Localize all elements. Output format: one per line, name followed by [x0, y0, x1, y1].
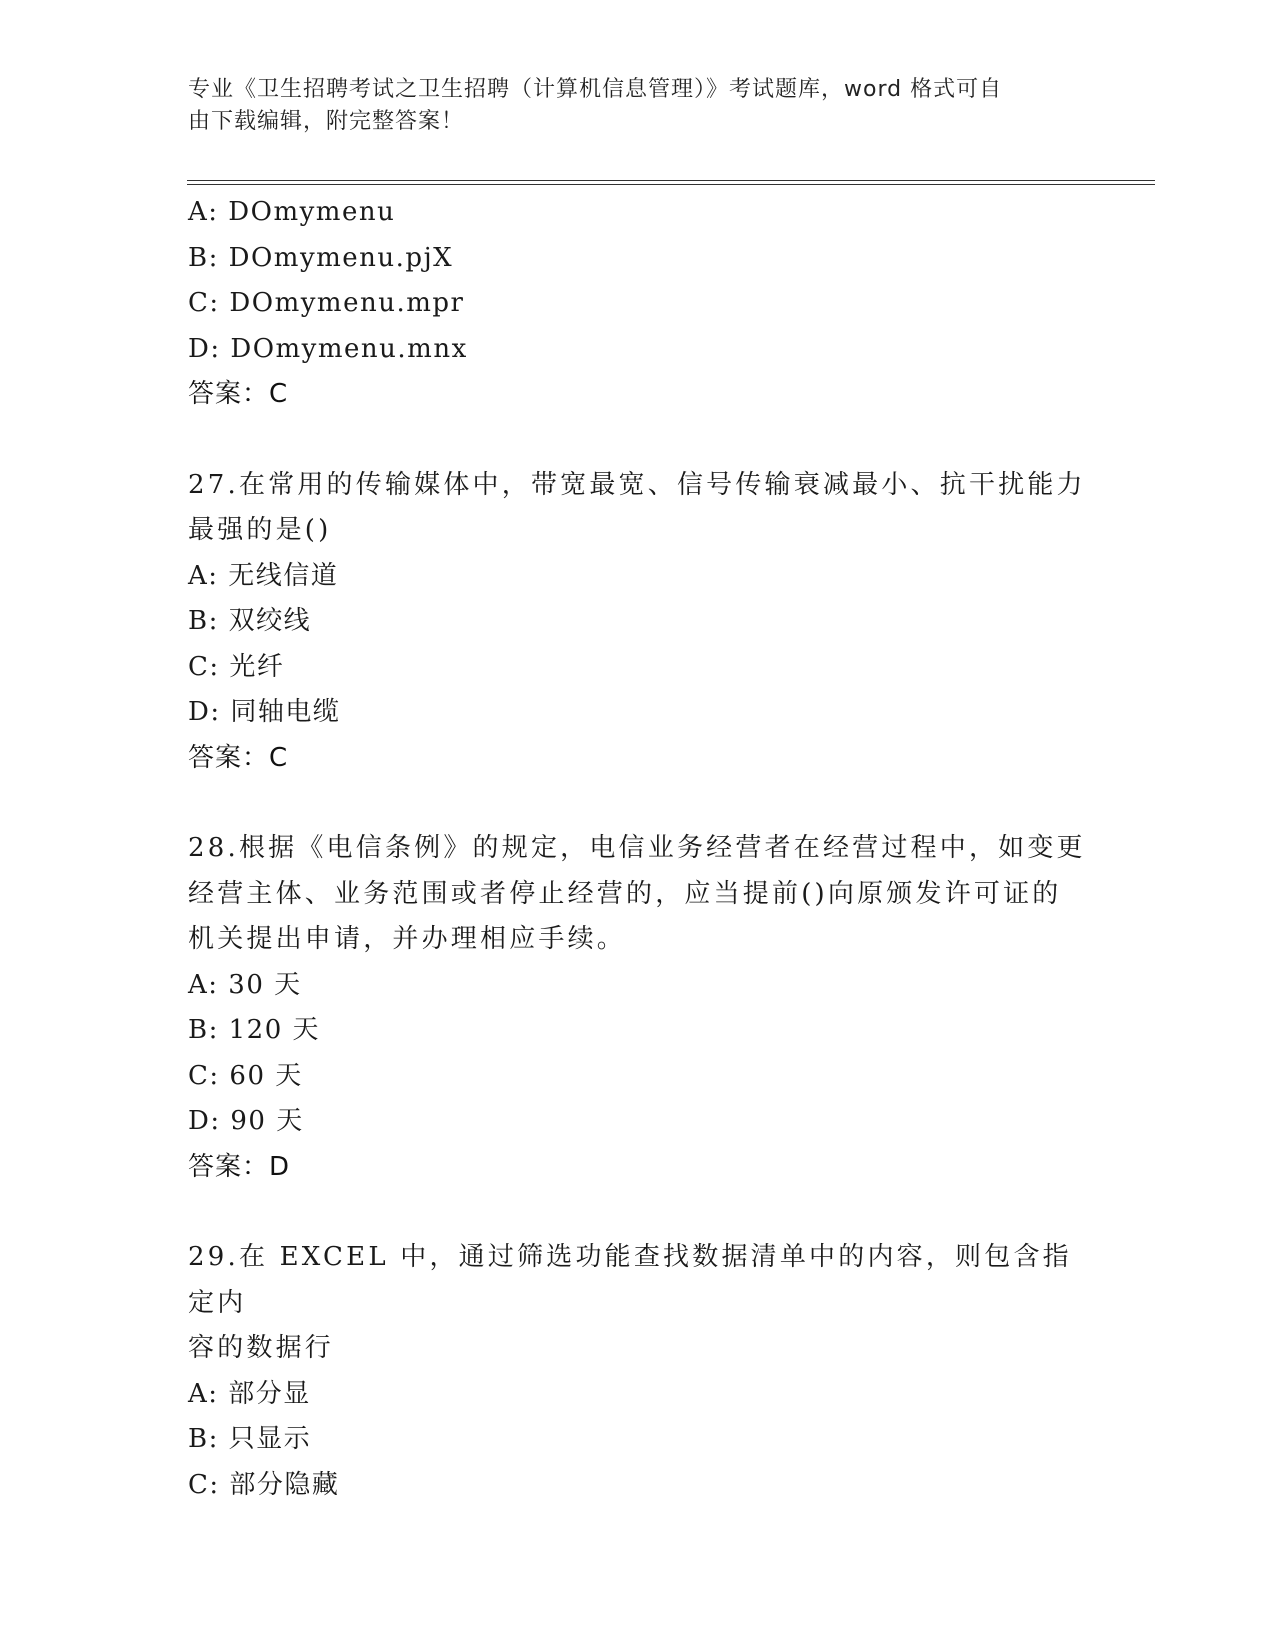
option-d: D: 同轴电缆 [188, 697, 341, 727]
header-line-2: 由下载编辑，附完整答案！ [188, 109, 465, 134]
option-b: B: 双绞线 [188, 606, 312, 636]
question-stem-line: 容的数据行 [188, 1333, 335, 1363]
option-c: C: 部分隐藏 [188, 1469, 340, 1500]
question-28 [188, 826, 1088, 1190]
option-b: B: 只显示 [188, 1424, 312, 1454]
answer-line: 答案：D [188, 1151, 291, 1182]
option-d: D: DOmymenu.mnx [188, 333, 468, 364]
question-26-continuation [188, 190, 1088, 418]
spacer [188, 418, 1088, 463]
option-a: A: 无线信道 [188, 560, 339, 591]
option-b: B: DOmymenu.pjX [188, 242, 454, 273]
question-list [188, 190, 1088, 1508]
question-27 [188, 463, 1088, 782]
document-header [188, 74, 1088, 138]
option-c: C: 光纤 [188, 651, 285, 682]
answer-line: 答案：C [188, 742, 289, 773]
option-a: A: DOmymenu [188, 197, 396, 227]
question-stem-line: 27.在常用的传输媒体中，带宽最宽、信号传输衰减最小、抗干扰能力 [188, 469, 1086, 500]
spacer [188, 781, 1088, 826]
answer-line: 答案：C [188, 379, 289, 409]
option-c: C: 60 天 [188, 1060, 303, 1091]
question-stem-line: 机关提出申请，并办理相应手续。 [188, 924, 627, 954]
question-29 [188, 1235, 1088, 1508]
header-line-1: 专业《卫生招聘考试之卫生招聘（计算机信息管理）》考试题库，word 格式可自 [188, 77, 1003, 102]
header-divider-bottom [187, 184, 1155, 185]
option-a: A: 部分显 [188, 1378, 311, 1409]
header-divider-top [187, 180, 1155, 181]
option-d: D: 90 天 [188, 1106, 304, 1136]
option-c: C: DOmymenu.mpr [188, 288, 465, 318]
option-b: B: 120 天 [188, 1015, 321, 1045]
question-stem-line: 29.在 EXCEL 中，通过筛选功能查找数据清单中的内容，则包含指定内 [188, 1242, 1072, 1318]
spacer [188, 1190, 1088, 1235]
option-a: A: 30 天 [188, 969, 302, 1000]
question-stem-line: 28.根据《电信条例》的规定，电信业务经营者在经营过程中，如变更 [188, 833, 1086, 863]
question-stem-line: 最强的是() [188, 515, 332, 545]
question-stem-line: 经营主体、业务范围或者停止经营的，应当提前()向原颁发许可证的 [188, 878, 1062, 909]
